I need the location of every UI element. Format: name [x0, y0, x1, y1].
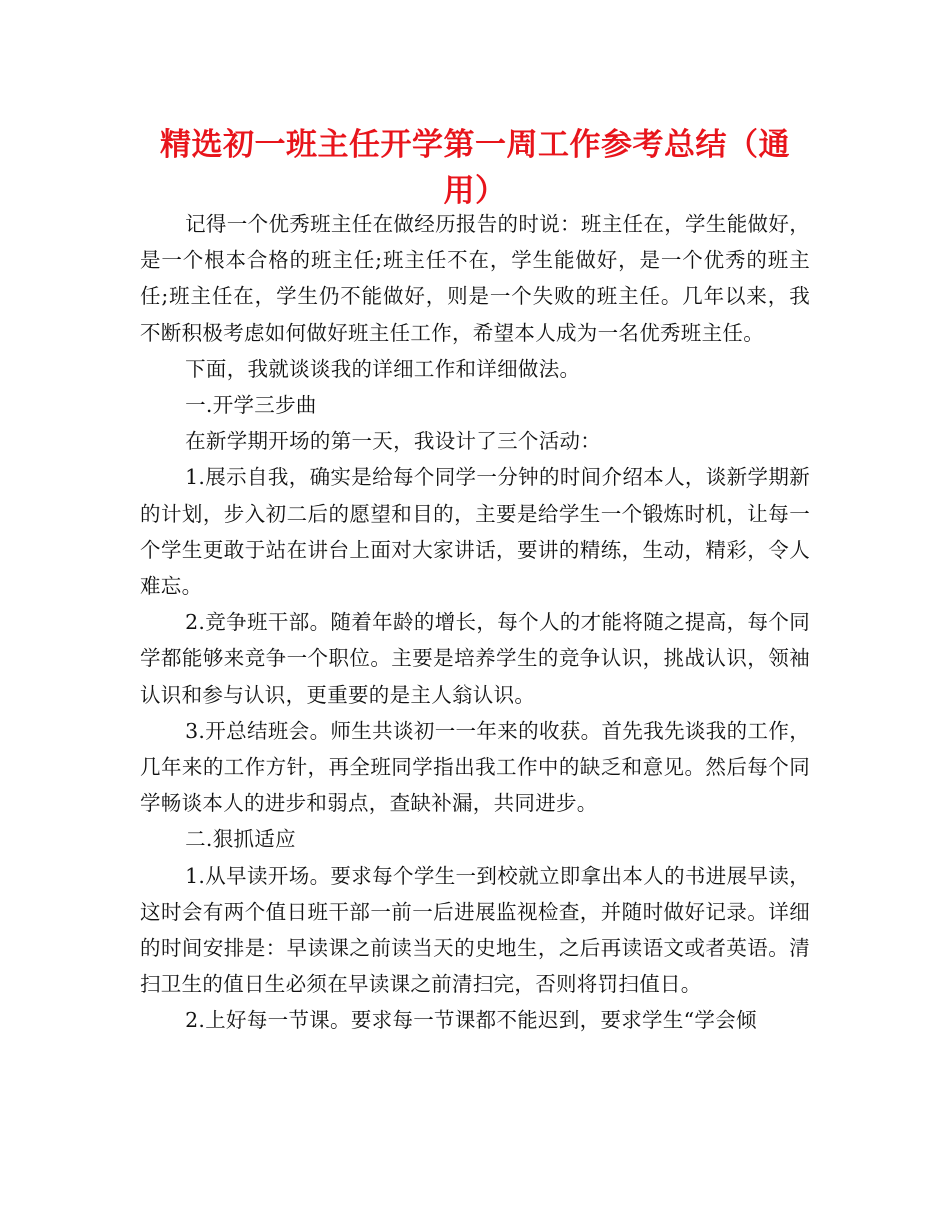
paragraph: 1.从早读开场。要求每个学生一到校就立即拿出本人的书进展早读，这时会有两个值日班干部一前一后进展监视检查，并随时做好记录。详细的时间安排是：早读课之前读当天的史地生，之后再读语文或者英语。清扫卫生的值日生必须在早读课之前清扫完，否则将罚扫值日。	[140, 863, 810, 997]
paragraph: 2.上好每一节课。要求每一节课都不能迟到，要求学生“学会倾	[185, 1008, 757, 1033]
paragraph: 记得一个优秀班主任在做经历报告的时说：班主任在，学生能做好，是一个根本合格的班主任;班主任不在，学生能做好，是一个优秀的班主任;班主任在，学生仍不能做好，则是一个失败的班主任。几年以来，我不断积极考虑如何做好班主任工作，希望本人成为一名优秀班主任。	[140, 212, 810, 345]
paragraph: 2.竞争班干部。随着年龄的增长，每个人的才能将随之提高，每个同学都能够来竞争一个职位。主要是培养学生的竞争认识，挑战认识，领袖认识和参与认识，更重要的是主人翁认识。	[140, 610, 810, 707]
paragraph: 下面，我就谈谈我的详细工作和详细做法。	[185, 356, 581, 381]
section-heading: 二.狠抓适应	[185, 827, 296, 852]
paragraph: 在新学期开场的第一天，我设计了三个活动：	[185, 429, 602, 454]
paragraph: 1.展示自我，确实是给每个同学一分钟的时间介绍本人，谈新学期新的计划，步入初二后的愿望和目的，主要是给学生一个锻炼时机，让每一个学生更敢于站在讲台上面对大家讲话，要讲的精练，生动，精彩，令人难忘。	[140, 465, 810, 599]
document-title: 精选初一班主任开学第一周工作参考总结（通用）	[160, 127, 790, 209]
document-body	[140, 206, 810, 1039]
paragraph: 3.开总结班会。师生共谈初一一年来的收获。首先我先谈我的工作，几年来的工作方针，再全班同学指出我工作中的缺乏和意见。然后每个同学畅谈本人的进步和弱点，查缺补漏，共同进步。	[140, 718, 810, 816]
section-heading: 一.开学三步曲	[185, 393, 317, 418]
